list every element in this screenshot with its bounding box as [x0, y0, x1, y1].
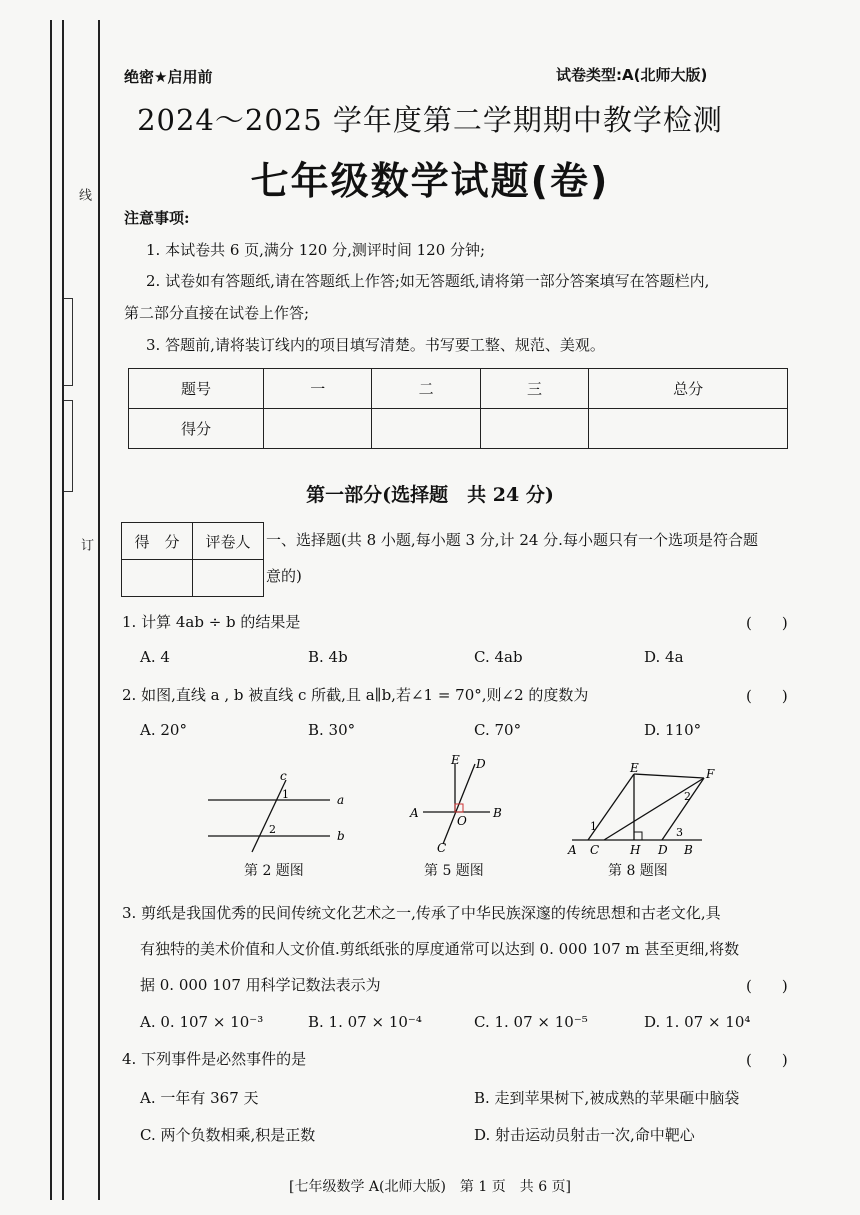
notice-heading: 注意事项: [124, 209, 190, 227]
q4-option-d: D. 射击运动员射击一次,命中靶心 [474, 1126, 695, 1144]
grader-score-header: 得 分 [122, 523, 193, 560]
part1-title: 第一部分(选择题 共 24 分) [306, 484, 554, 506]
q2-option-c: C. 70° [474, 721, 522, 739]
figure-8 [562, 760, 722, 860]
notice-item-1: 1. 本试卷共 6 页,满分 120 分,测评时间 120 分钟; [146, 241, 486, 259]
fig8-segment-ef [634, 774, 704, 778]
score-cell[interactable] [372, 409, 480, 449]
paper-type-label: 试卷类型:A(北师大版) [556, 66, 708, 84]
score-cell[interactable] [480, 409, 588, 449]
q3-option-c: C. 1. 07 × 10⁻⁵ [474, 1013, 588, 1031]
q4-stem: 4. 下列事件是必然事件的是 [122, 1050, 307, 1068]
score-header-cell: 三 [480, 369, 588, 409]
fig5-caption: 第 5 题图 [424, 863, 484, 879]
binding-mark-line: 线 [76, 188, 91, 201]
q4-option-b: B. 走到苹果树下,被成熟的苹果砸中脑袋 [474, 1089, 740, 1107]
q4-answer-paren[interactable]: ( ) [746, 1051, 788, 1069]
q3-answer-paren[interactable]: ( ) [746, 977, 788, 995]
binding-bracket [64, 298, 73, 386]
fig8-segment-fd [662, 778, 704, 840]
fig5-label: B [493, 806, 502, 820]
score-header-cell: 一 [264, 369, 372, 409]
binding-bracket [64, 400, 73, 492]
fig2-label: c [280, 769, 287, 783]
q1-answer-paren[interactable]: ( ) [746, 614, 788, 632]
q1-option-d: D. 4a [644, 648, 684, 666]
fig8-label: E [630, 761, 639, 775]
section-instructions-cont: 意的) [266, 567, 302, 585]
q1-stem: 1. 计算 4ab ÷ b 的结果是 [122, 613, 301, 631]
grader-name-header: 评卷人 [193, 523, 264, 560]
q3-stem-line3: 据 0. 000 107 用科学记数法表示为 [140, 976, 381, 994]
figure-5 [405, 752, 515, 852]
figure-2 [200, 760, 360, 855]
fig8-caption: 第 8 题图 [608, 863, 668, 879]
notice-item-2-cont: 第二部分直接在试卷上作答; [124, 304, 310, 322]
q1-option-a: A. 4 [140, 648, 170, 666]
q3-option-a: A. 0. 107 × 10⁻³ [140, 1013, 264, 1031]
q2-answer-paren[interactable]: ( ) [746, 687, 788, 705]
q2-option-d: D. 110° [644, 721, 702, 739]
exam-subtitle: 七年级数学试题(卷) [250, 159, 610, 203]
fig8-label: B [684, 843, 693, 857]
grader-name-cell[interactable] [193, 560, 264, 597]
score-cell[interactable] [589, 409, 788, 449]
fig2-label: 2 [269, 823, 276, 836]
q2-option-a: A. 20° [140, 721, 187, 739]
q3-stem-line1: 3. 剪纸是我国优秀的民间传统文化艺术之一,传承了中华民族深邃的传统思想和古老文化,具 [122, 904, 721, 922]
q1-option-b: B. 4b [308, 648, 348, 666]
page-footer: [七年级数学 A(北师大版) 第 1 页 共 6 页] [288, 1179, 572, 1195]
fig2-label: a [337, 793, 345, 807]
secret-label: 绝密★启用前 [124, 68, 213, 86]
fig5-label: C [437, 841, 447, 852]
score-header-cell: 题号 [129, 369, 264, 409]
score-header-cell: 二 [372, 369, 480, 409]
fig5-label: E [451, 753, 460, 767]
section-instructions: 一、选择题(共 8 小题,每小题 3 分,计 24 分.每小题只有一个选项是符合题 [266, 531, 758, 549]
q2-stem: 2. 如图,直线 a , b 被直线 c 所截,且 a∥b,若∠1 = 70°,则∠2 的度数为 [122, 686, 589, 704]
grader-table [121, 522, 264, 597]
score-cell[interactable] [264, 409, 372, 449]
fig5-label: D [476, 757, 486, 771]
fig8-label: H [630, 843, 641, 857]
fig5-label: O [457, 814, 467, 828]
grader-score-cell[interactable] [122, 560, 193, 597]
q3-stem-line2: 有独特的美术价值和人文价值.剪纸纸张的厚度通常可以达到 0. 000 107 m 甚至更细,将数 [140, 940, 740, 958]
fig8-right-angle [634, 832, 642, 840]
fig2-line-c [252, 780, 286, 852]
fig8-label: 2 [684, 790, 691, 803]
q4-option-a: A. 一年有 367 天 [140, 1089, 259, 1107]
q2-option-b: B. 30° [308, 721, 356, 739]
notice-item-2: 2. 试卷如有答题纸,请在答题纸上作答;如无答题纸,请将第一部分答案填写在答题栏内, [146, 272, 710, 290]
fig8-label: 3 [676, 826, 683, 839]
binding-mark-ding: 订 [78, 538, 93, 551]
score-table [128, 368, 788, 449]
q1-option-c: C. 4ab [474, 648, 523, 666]
fig8-label: A [568, 843, 577, 857]
fig2-label: b [337, 829, 345, 843]
fig2-label: 1 [282, 788, 289, 801]
fig8-label: 1 [590, 820, 597, 833]
q4-option-c: C. 两个负数相乘,积是正数 [140, 1126, 316, 1144]
q3-option-d: D. 1. 07 × 10⁴ [644, 1013, 751, 1031]
score-row-label: 得分 [129, 409, 264, 449]
fig8-label: F [706, 767, 715, 781]
notice-item-3: 3. 答题前,请将装订线内的项目填写清楚。书写要工整、规范、美观。 [146, 336, 605, 354]
exam-title: 2024～2025 学年度第二学期期中教学检测 [137, 103, 723, 137]
q3-option-b: B. 1. 07 × 10⁻⁴ [308, 1013, 422, 1031]
fig2-caption: 第 2 题图 [244, 863, 304, 879]
fig5-label: A [410, 806, 419, 820]
fig8-label: D [658, 843, 668, 857]
fig8-segment-cf [604, 778, 704, 840]
score-header-cell: 总分 [589, 369, 788, 409]
fig8-label: C [590, 843, 600, 857]
